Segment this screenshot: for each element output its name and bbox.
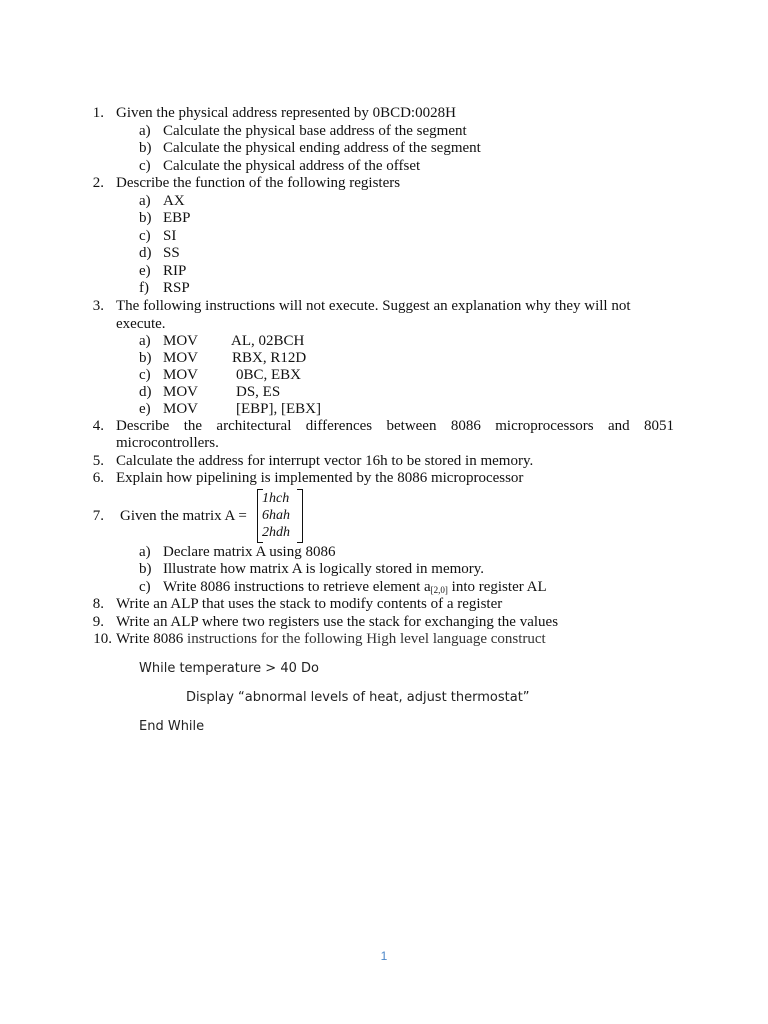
q4-number: 4. (92, 418, 104, 434)
q2b-text: EBP (163, 210, 191, 226)
q2d-text: SS (163, 245, 180, 261)
q3c-args: 0BC, EBX (236, 367, 302, 383)
q3c-marker: c) (139, 367, 151, 383)
q3-text-line1: The following instructions will not execute. Suggest an explanation why they will not (116, 298, 631, 314)
q2a-text: AX (163, 193, 185, 209)
q8-number: 8. (92, 596, 104, 612)
q1-text: Given the physical address represented by 0BCD:0028H (116, 105, 456, 121)
q7-number: 7. (92, 508, 104, 524)
q1b-text: Calculate the physical ending address of the segment (163, 140, 481, 156)
q3c-op: MOV (163, 367, 199, 383)
q2e-marker: e) (139, 263, 151, 279)
q5-number: 5. (92, 453, 104, 469)
q9-number: 9. (92, 614, 104, 630)
q4-text-line2: microcontrollers. (116, 435, 219, 451)
q2d-marker: d) (139, 245, 152, 261)
q3e-marker: e) (139, 401, 151, 417)
q4-text-line1: Describe the architectural differences between 8086 microprocessors and 8051 (116, 418, 674, 434)
q3a-args: AL, 02BCH (231, 333, 305, 349)
q2f-text: RSP (163, 280, 190, 296)
q7c-subscript: [2,0] (430, 585, 448, 595)
q7a-text: Declare matrix A using 8086 (163, 544, 336, 560)
q2f-marker: f) (139, 280, 149, 296)
q9-text: Write an ALP where two registers use the stack for exchanging the values (116, 614, 559, 630)
code-line-while: While temperature > 40 Do (139, 661, 319, 676)
q2-text: Describe the function of the following registers (116, 175, 401, 191)
page-number: 1 (380, 949, 388, 963)
matrix-right-bracket (297, 489, 303, 543)
q6-text: Explain how pipelining is implemented by the 8086 microprocessor (116, 470, 524, 486)
q7b-marker: b) (139, 561, 152, 577)
q7c-text-part1: Write 8086 instructions to retrieve element a (163, 579, 431, 595)
matrix-a (257, 489, 303, 541)
q3-text-line2: execute. (116, 316, 166, 332)
q2-number: 2. (92, 175, 104, 191)
q1-number: 1. (92, 105, 104, 121)
q3d-args: DS, ES (236, 384, 281, 400)
q7a-marker: a) (139, 544, 151, 560)
q1c-marker: c) (139, 158, 151, 174)
matrix-row-1: 1hch (262, 491, 290, 506)
q3b-args: RBX, R12D (232, 350, 307, 366)
q7-text: Given the matrix A = (120, 508, 247, 524)
q2a-marker: a) (139, 193, 151, 209)
q3b-op: MOV (163, 350, 199, 366)
code-line-display: Display “abnormal levels of heat, adjust thermostat” (186, 690, 530, 705)
q10-number: 10. (93, 631, 112, 647)
q10-text-part2: instructions for the following High level language construct (183, 631, 546, 647)
matrix-row-3: 2hdh (262, 525, 290, 540)
q1a-marker: a) (139, 123, 151, 139)
q1a-text: Calculate the physical base address of the segment (163, 123, 467, 139)
q2b-marker: b) (139, 210, 152, 226)
q3b-marker: b) (139, 350, 152, 366)
q3a-marker: a) (139, 333, 151, 349)
q5-text: Calculate the address for interrupt vector 16h to be stored in memory. (116, 453, 534, 469)
q3d-op: MOV (163, 384, 199, 400)
q3e-args: [EBP], [EBX] (236, 401, 321, 417)
q7c-marker: c) (139, 579, 151, 595)
q8-text: Write an ALP that uses the stack to modify contents of a register (116, 596, 503, 612)
q3-number: 3. (92, 298, 104, 314)
q1c-text: Calculate the physical address of the offset (163, 158, 421, 174)
q2c-marker: c) (139, 228, 151, 244)
q7c-text-part2: into register AL (447, 579, 547, 595)
q10-text (116, 631, 546, 648)
code-line-end-while: End While (139, 719, 205, 734)
q2e-text: RIP (163, 263, 187, 279)
q10-text-part1: Write 8086 (116, 631, 184, 647)
q7b-text: Illustrate how matrix A is logically stored in memory. (163, 561, 485, 577)
q3d-marker: d) (139, 384, 152, 400)
matrix-row-2: 6hah (262, 508, 290, 523)
q3a-op: MOV (163, 333, 199, 349)
q2c-text: SI (163, 228, 177, 244)
q3e-op: MOV (163, 401, 199, 417)
q6-number: 6. (92, 470, 104, 486)
q1b-marker: b) (139, 140, 152, 156)
